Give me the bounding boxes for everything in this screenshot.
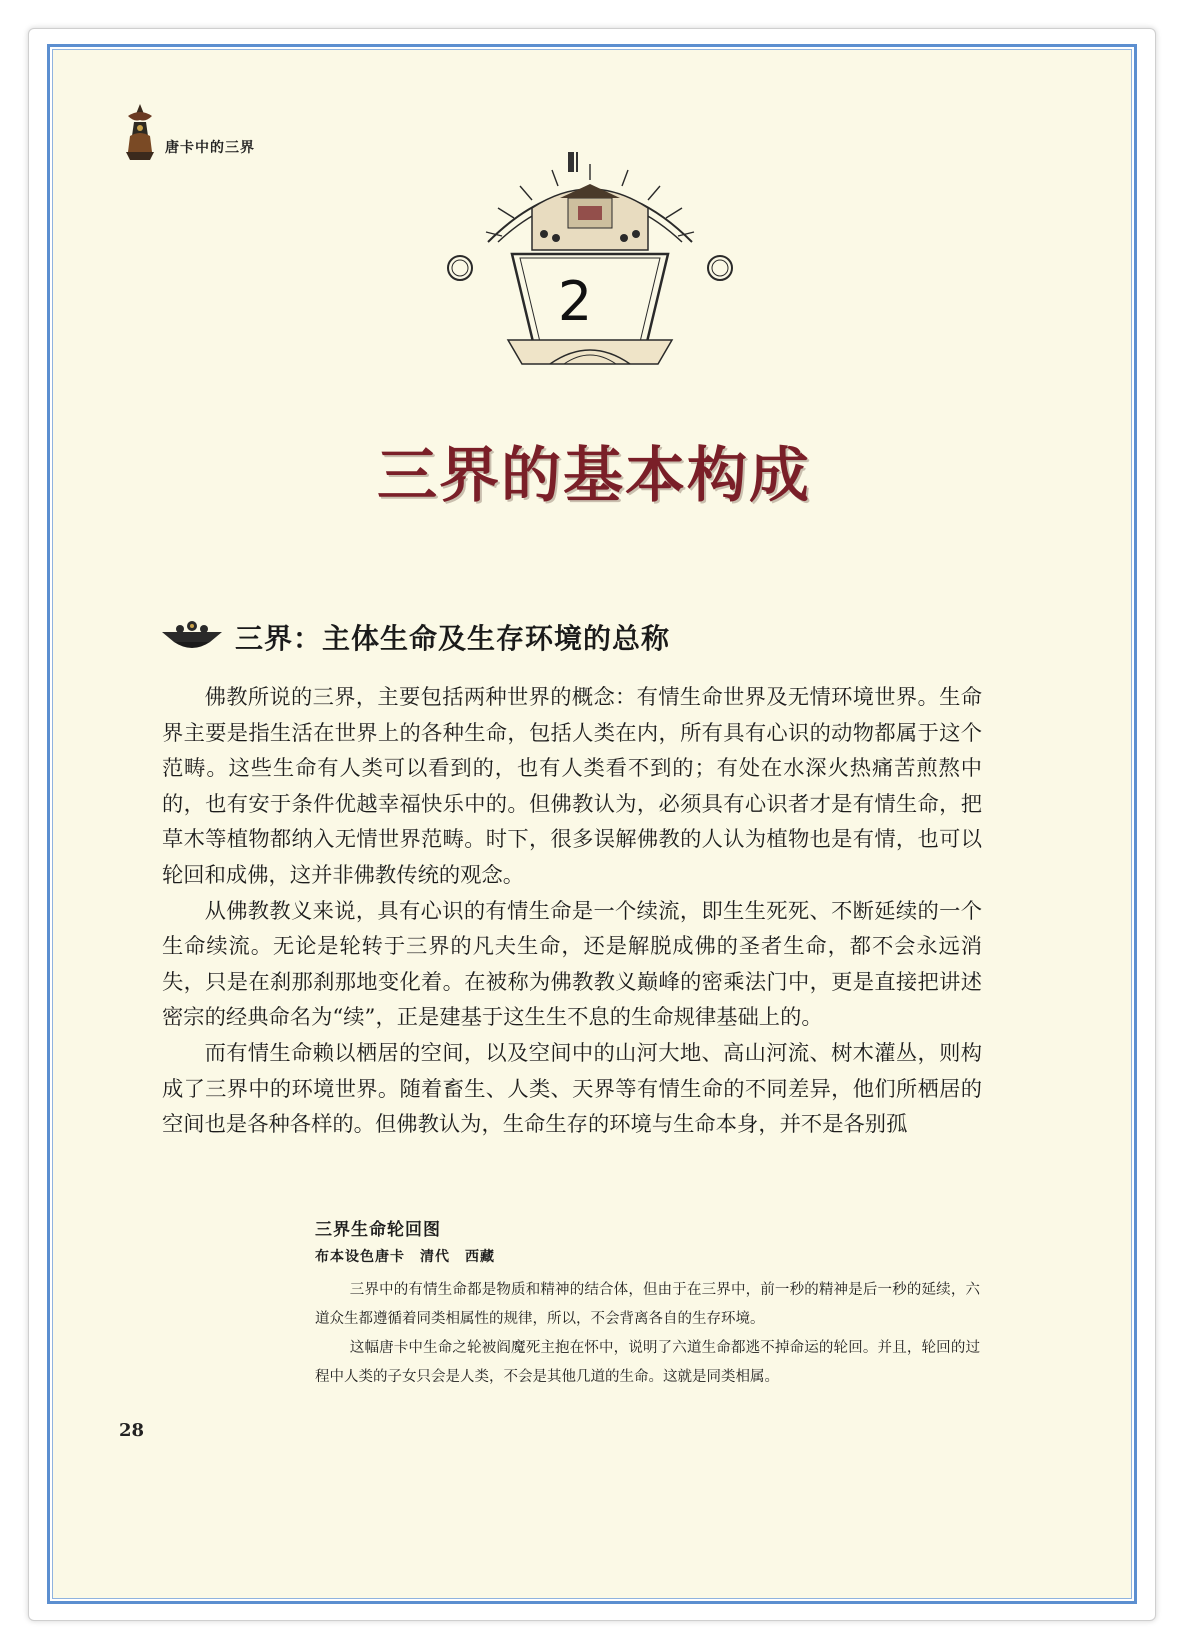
caption-paragraph: 三界中的有情生命都是物质和精神的结合体，但由于在三界中，前一秒的精神是后一秒的延续，六道众生都遵循着同类相属性的规律，所以，不会背离各自的生存环境。 (315, 1282, 980, 1327)
caption-paragraph: 这幅唐卡中生命之轮被阎魔死主抱在怀中，说明了六道生命都逃不掉命运的轮回。并且，轮回的过程中人类的子女只会是人类，不会是其他几道的生命。这就是同类相属。 (315, 1340, 980, 1385)
chapter-number: 2 (557, 270, 593, 333)
page-number: 28 (119, 1420, 145, 1441)
body-text (162, 680, 982, 1143)
paragraph: 佛教所说的三界，主要包括两种世界的概念：有情生命世界及无情环境世界。生命界主要是指生活在世界上的各种生命，包括人类在内，所有具有心识的动物都属于这个范畴。这些生命有人类可以看到的，也有人类看不到的；有处在水深火热痛苦煎熬中的，也有安于条件优越幸福快乐中的。但佛教认为，必须具有心识者才是有情生命，把草木等植物都纳入无情世界范畴。时下，很多误解佛教的人认为植物也是有情，也可以轮回和成佛，这并非佛教传统的观念。 (162, 685, 982, 888)
paragraph: 从佛教教义来说，具有心识的有情生命是一个续流，即生生死死、不断延续的一个生命续流。无论是轮转于三界的凡夫生命，还是解脱成佛的圣者生命，都不会永远消失，只是在刹那刹那地变化着。在被称为佛教教义巅峰的密乘法门中，更是直接把讲述密宗的经典命名为“续”，正是建基于这生生不息的生命规律基础上的。 (162, 898, 982, 1031)
caption-title: 三界生命轮回图 (315, 1220, 441, 1240)
paragraph: 而有情生命赖以栖居的空间，以及空间中的山河大地、高山河流、树木灌丛，则构成了三界中的环境世界。随着畜生、人类、天界等有情生命的不同差异，他们所栖居的空间也是各种各样的。但佛教认为，生命生存的环境与生命本身，并不是各别孤 (162, 1040, 982, 1138)
caption-body (315, 1276, 980, 1392)
bowl-ornament-icon (160, 620, 224, 654)
section-heading: 三界：主体生命及生存环境的总称 (235, 622, 671, 655)
figure-ornament-icon (120, 100, 160, 162)
chapter-emblem-icon (440, 150, 740, 380)
figure-caption (315, 1215, 980, 1392)
chapter-title: 三界的基本构成 (377, 441, 811, 511)
running-header: 唐卡中的三界 (165, 140, 255, 156)
caption-subtitle: 布本设色唐卡 清代 西藏 (315, 1249, 495, 1265)
